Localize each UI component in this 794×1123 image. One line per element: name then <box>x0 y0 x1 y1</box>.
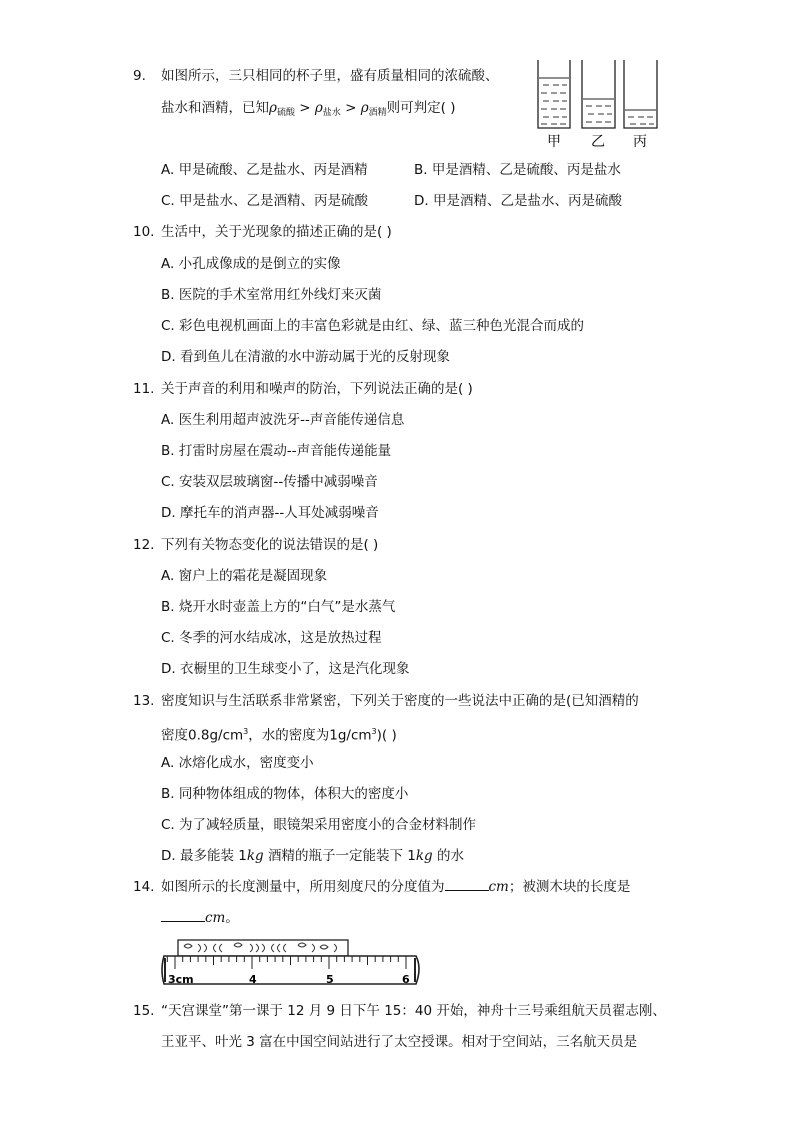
q13-line2: 密度$0.8g/cm^3$，水的密度为$1g/cm^3$)( ) <box>161 727 397 744</box>
q11-stem: 11. 关于声音的利用和噪声的防治，下列说法正确的是( ) <box>133 381 473 397</box>
q12-option-c: C. 冬季的河水结成冰，这是放热过程 <box>161 630 382 646</box>
q10-stem: 10. 生活中，关于光现象的描述正确的是( ) <box>133 224 392 240</box>
q10-option-c: C. 彩色电视机画面上的丰富色彩就是由红、绿、蓝三种色光混合而成的 <box>161 318 585 334</box>
answer-blank-1[interactable] <box>445 877 489 891</box>
ruler <box>162 956 419 986</box>
ruler-label-5: 5 <box>326 973 334 986</box>
q10-option-a: A. 小孔成像成的是倒立的实像 <box>161 256 341 272</box>
q13-option-a: A. 冰熔化成水，密度变小 <box>161 755 314 771</box>
q9-option-c: C. 甲是盐水、乙是酒精、丙是硫酸 <box>161 193 369 209</box>
cup-label-yi: 乙 <box>591 134 605 150</box>
q12-option-a: A. 窗户上的霜花是凝固现象 <box>161 568 328 584</box>
cup-yi <box>582 60 615 128</box>
q9-option-a: A. 甲是硫酸、乙是盐水、丙是酒精 <box>161 162 368 178</box>
q15-line1: 15. “天宫课堂”第一课于 12 月 9 日下午 15：40 开始，神舟十三号乘组航天员翟志刚、 <box>133 1003 666 1019</box>
q13-option-d: D. 最多能装 1kg 酒精的瓶子一定能装下 1kg 的水 <box>161 848 464 864</box>
q9-line1: 9. 如图所示，三只相同的杯子里，盛有质量相同的浓硫酸、 <box>133 68 499 84</box>
q10-option-d: D. 看到鱼儿在清澈的水中游动属于光的反射现象 <box>161 349 450 365</box>
answer-blank-2[interactable] <box>161 908 205 922</box>
cup-label-bing: 丙 <box>633 134 647 150</box>
q9-option-d: D. 甲是酒精、乙是盐水、丙是硫酸 <box>414 193 622 209</box>
q12-option-b: B. 烧开水时壶盖上方的“白气”是水蒸气 <box>161 599 396 615</box>
ruler-label-3cm: 3cm <box>168 973 194 986</box>
q13-option-c: C. 为了减轻质量，眼镜架采用密度小的合金材料制作 <box>161 817 477 833</box>
q12-option-d: D. 衣橱里的卫生球变小了，这是汽化现象 <box>161 661 410 677</box>
q10-option-b: B. 医院的手术室常用红外线灯来灭菌 <box>161 287 382 303</box>
q11-option-d: D. 摩托车的消声器--人耳处减弱噪音 <box>161 505 379 521</box>
wooden-block <box>178 940 348 956</box>
ruler-label-4: 4 <box>249 973 257 986</box>
ruler-figure <box>160 938 422 990</box>
cups-figure <box>535 58 663 150</box>
q14-line2: cm。 <box>161 908 239 928</box>
q11-option-c: C. 安装双层玻璃窗--传播中减弱噪音 <box>161 474 378 490</box>
q13-line1: 13. 密度知识与生活联系非常紧密，下列关于密度的一些说法中正确的是(已知酒精的 <box>133 693 639 709</box>
q15-line2: 王亚平、叶光 3 富在中国空间站进行了太空授课。相对于空间站，三名航天员是 <box>161 1034 638 1050</box>
q12-stem: 12. 下列有关物态变化的说法错误的是( ) <box>133 537 379 553</box>
q11-option-b: B. 打雷时房屋在震动--声音能传递能量 <box>161 443 392 459</box>
ruler-label-6: 6 <box>402 973 410 986</box>
q9-line2: 盐水和酒精，已知$\rho_{硫酸} > \rho_{盐水} > \rho_{酒精}$则可判定( ) <box>161 100 456 118</box>
q11-option-a: A. 医生利用超声波洗牙--声音能传递信息 <box>161 412 405 428</box>
q9-option-b: B. 甲是酒精、乙是硫酸、丙是盐水 <box>414 162 621 178</box>
q14-line1: 14. 如图所示的长度测量中，所用刻度尺的分度值为 cm；被测木块的长度是 <box>133 879 631 895</box>
cup-jia <box>538 60 570 128</box>
cup-bing <box>624 60 657 128</box>
cup-label-jia: 甲 <box>547 134 561 150</box>
q13-option-b: B. 同种物体组成的物体，体积大的密度小 <box>161 786 409 802</box>
